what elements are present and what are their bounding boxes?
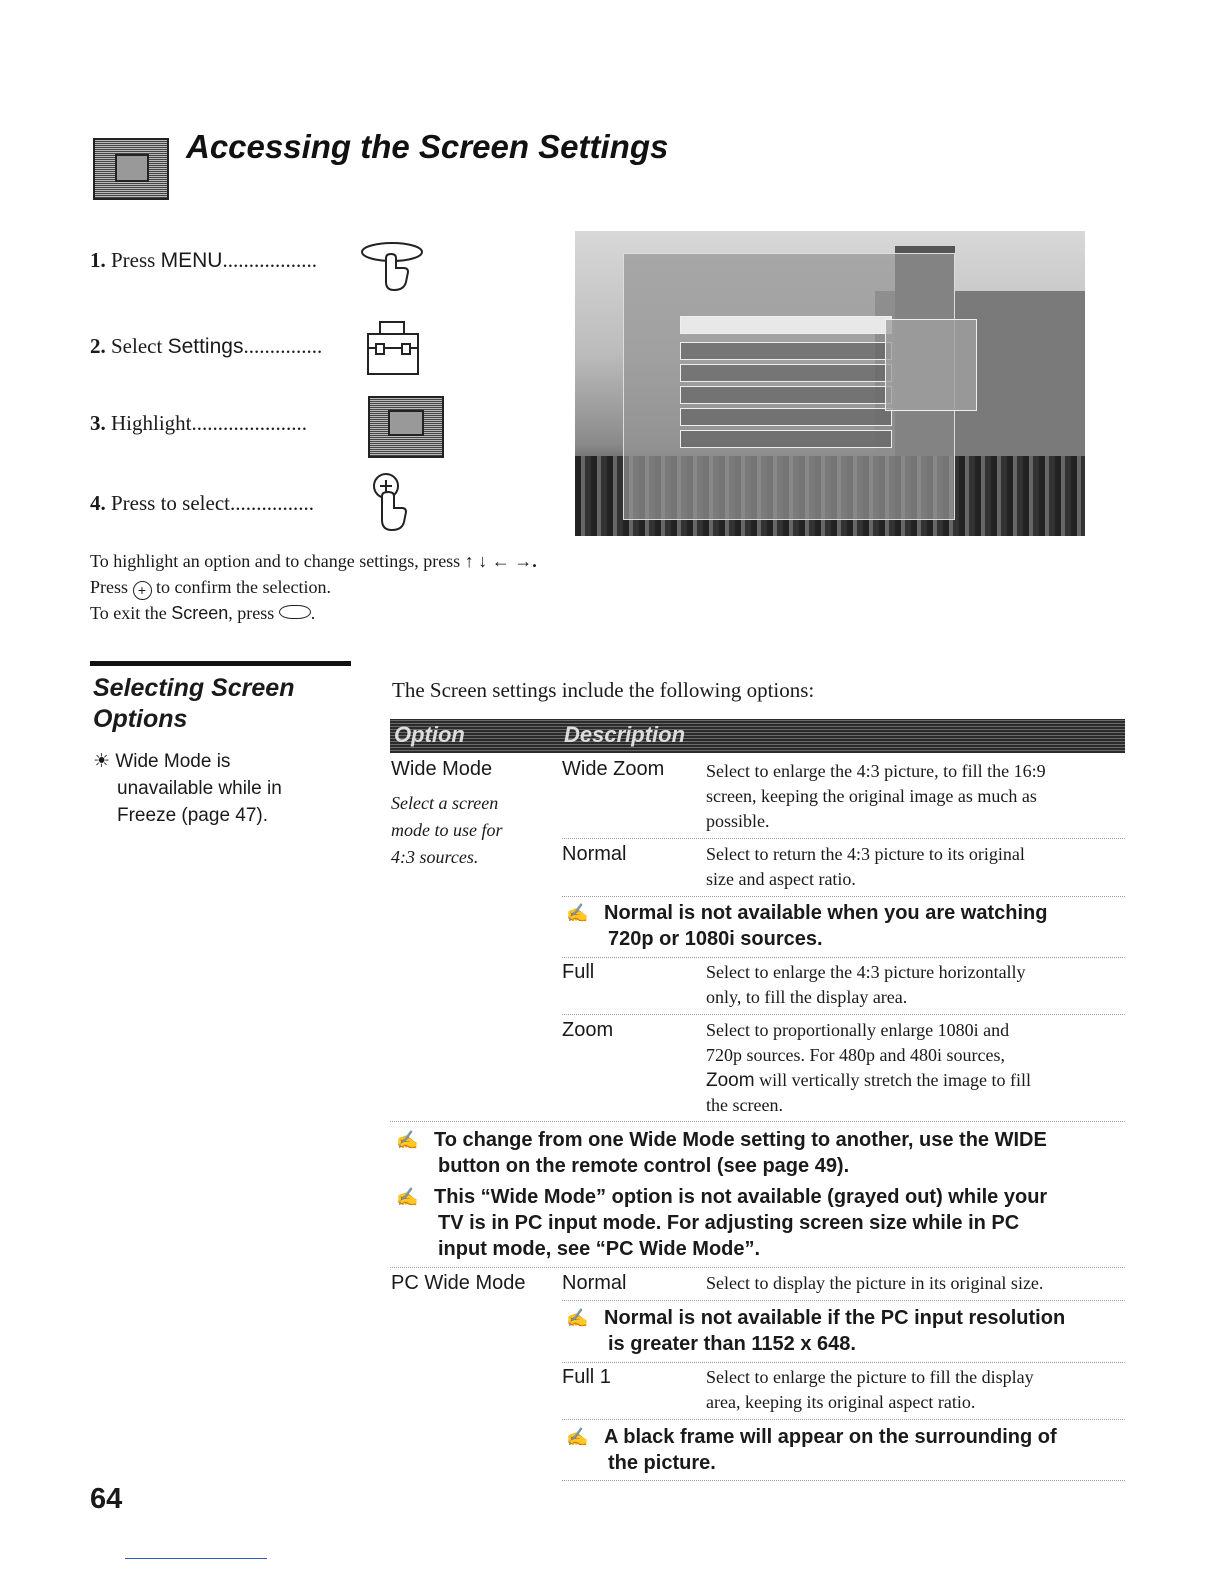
- step-3: 3. Highlight......................: [90, 411, 308, 435]
- tip-wide-mode: ☀ Wide Mode is unavailable while in Freeze (page 47).: [93, 751, 282, 826]
- page-title: Accessing the Screen Settings: [186, 128, 669, 165]
- option-pc-wide-mode: PC Wide Mode: [391, 1272, 526, 1294]
- note-pencil-icon: ✍: [566, 903, 589, 923]
- divider: [562, 1480, 1125, 1481]
- divider: [562, 1014, 1125, 1015]
- step-1: 1. Press MENU..................: [90, 248, 317, 272]
- screen-settings-icon: [93, 138, 169, 200]
- section-title: Selecting Screen Options: [93, 674, 295, 733]
- suboption-normal: Normal: [562, 843, 627, 865]
- full-1-note: ✍ A black frame will appear on the surrounding of the picture.: [566, 1426, 1057, 1474]
- suboption-full-1: Full 1: [562, 1366, 611, 1388]
- normal-desc: Select to return the 4:3 picture to its original size and aspect ratio.: [706, 844, 1025, 889]
- section-rule: [90, 661, 351, 666]
- divider: [562, 1419, 1125, 1420]
- menu-button-icon: [352, 238, 432, 300]
- full-desc: Select to enlarge the 4:3 picture horizontally only, to fill the display area.: [706, 962, 1026, 1007]
- divider: [562, 957, 1125, 958]
- divider: [562, 1362, 1125, 1363]
- page-number: 64: [90, 1483, 123, 1515]
- instruction-highlight: To highlight an option and to change settings, press ↑ ↓ ← →.: [90, 551, 537, 571]
- suboption-zoom: Zoom: [562, 1019, 614, 1041]
- note-pencil-icon: ✍: [566, 1308, 589, 1328]
- instruction-confirm: Press + to confirm the selection.: [90, 577, 331, 598]
- intro-text: The Screen settings include the following options:: [392, 678, 815, 702]
- joystick-button-icon: +: [133, 581, 152, 600]
- wide-mode-note-1: ✍ To change from one Wide Mode setting to another, use the WIDE button on the remote control (see page 49).: [396, 1129, 1047, 1177]
- joystick-icon: [352, 470, 432, 538]
- pc-normal-desc: Select to display the picture in its original size.: [706, 1273, 1044, 1293]
- suboption-pc-normal: Normal: [562, 1272, 627, 1294]
- pc-normal-note: ✍ Normal is not available if the PC input resolution is greater than 1152 x 648.: [566, 1307, 1066, 1355]
- normal-note: ✍ Normal is not available when you are watching 720p or 1080i sources.: [566, 902, 1048, 950]
- divider: [562, 1300, 1125, 1301]
- step-4: 4. Press to select................: [90, 491, 314, 515]
- tip-bulb-icon: ☀: [93, 751, 111, 772]
- suboption-wide-zoom: Wide Zoom: [562, 758, 665, 780]
- wide-mode-note: Select a screen mode to use for 4:3 sources.: [391, 793, 503, 867]
- divider: [390, 1267, 1125, 1268]
- screen-icon: [368, 396, 444, 458]
- option-wide-mode: Wide Mode: [391, 758, 493, 780]
- note-pencil-icon: ✍: [396, 1187, 419, 1207]
- tv-screen-settings-photo: [575, 231, 1085, 536]
- full-1-desc: Select to enlarge the picture to fill the display area, keeping its original aspect ratio.: [706, 1367, 1034, 1412]
- divider: [562, 896, 1125, 897]
- zoom-desc: Select to proportionally enlarge 1080i and 720p sources. For 480p and 480i sources, Zoom will vertically stretch the image to fill the screen.: [706, 1020, 1031, 1115]
- divider: [562, 838, 1125, 839]
- table-header: Option Description: [390, 719, 1125, 753]
- wide-mode-note-2: ✍ This “Wide Mode” option is not available (grayed out) while your TV is in PC input mode. For adjusting screen size while in PC input mode, see “PC Wide Mode”.: [396, 1186, 1048, 1260]
- toolbox-icon: [352, 318, 432, 380]
- note-pencil-icon: ✍: [566, 1427, 589, 1447]
- footer-rule: [125, 1558, 267, 1559]
- menu-button-small-icon: [279, 605, 311, 619]
- note-pencil-icon: ✍: [396, 1130, 419, 1150]
- step-2: 2. Select Settings...............: [90, 334, 323, 358]
- divider: [390, 1121, 1125, 1122]
- instruction-exit: To exit the Screen, press .: [90, 603, 316, 623]
- suboption-full: Full: [562, 961, 595, 983]
- wide-zoom-desc: Select to enlarge the 4:3 picture, to fill the 16:9 screen, keeping the original image as much as possible.: [706, 761, 1046, 831]
